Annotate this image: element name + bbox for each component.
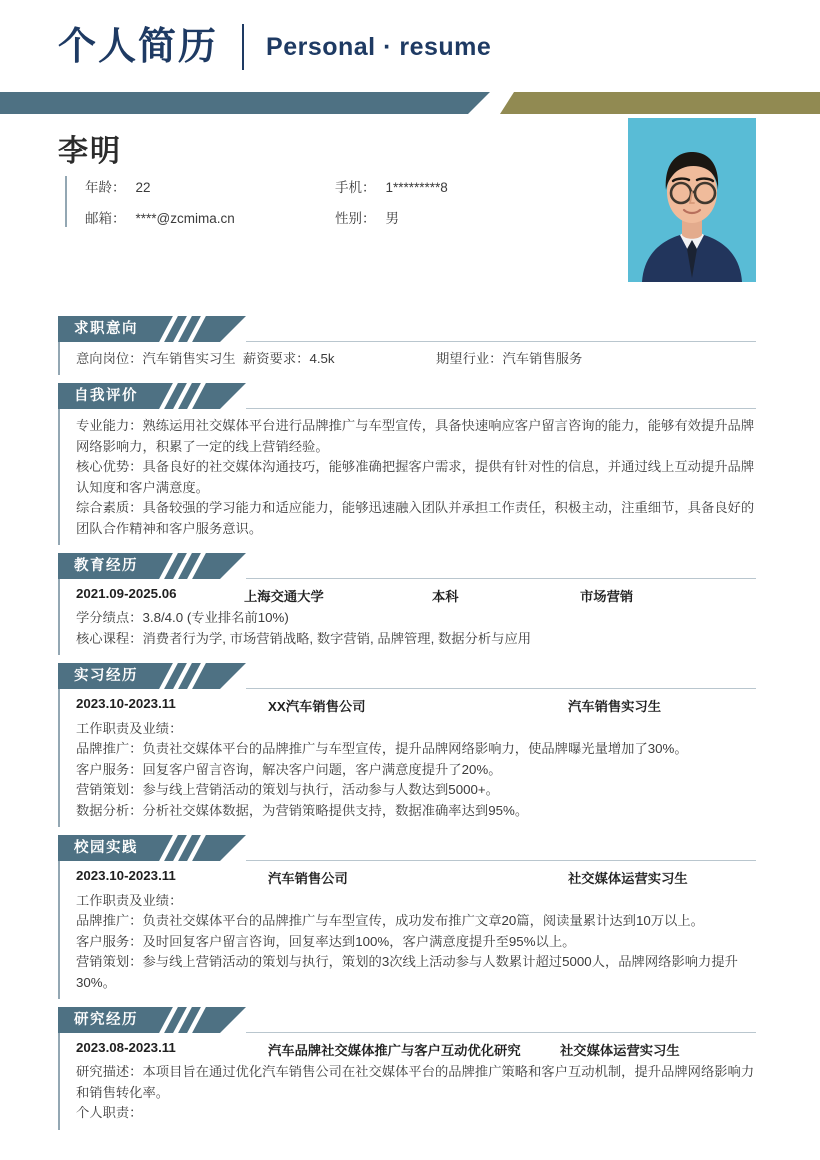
- research-project: 汽车品牌社交媒体推广与客户互动优化研究: [268, 1043, 521, 1058]
- campus-company: 汽车销售公司: [268, 871, 348, 886]
- internship-bullet: 营销策划：参与线上营销活动的策划与执行，活动参与人数达到5000+。: [76, 782, 499, 797]
- page-title-cn: 个人简历: [58, 26, 219, 68]
- internship-entry-header: [76, 696, 756, 718]
- section-body-campus-practice: [58, 861, 756, 999]
- contact-gender: [335, 207, 585, 227]
- section-campus-practice: [0, 835, 820, 999]
- internship-bullet: 客户服务：回复客户留言咨询，解决客户问题，客户满意度提升了20%。: [76, 761, 502, 777]
- contact-email-label: 邮箱：: [85, 211, 126, 226]
- internship-role: 汽车销售实习生: [568, 699, 662, 714]
- research-description-value: 本项目旨在通过优化汽车销售公司在社交媒体平台的品牌推广策略和客户互动机制，提升品牌网络影响力和销售转化率。: [76, 1064, 755, 1100]
- contact-info: [65, 176, 585, 227]
- industry-value: 汽车销售服务: [502, 351, 583, 366]
- industry-label: 期望行业：: [436, 351, 503, 366]
- contact-age-label: 年龄：: [85, 180, 126, 195]
- salary-value: 4.5k: [309, 351, 335, 366]
- contact-gender-label: 性别：: [335, 211, 376, 226]
- section-body-internship: [58, 689, 756, 827]
- internship-company: XX汽车销售公司: [268, 699, 366, 714]
- evaluation-paragraph: 专业能力：熟练运用社交媒体平台进行品牌推广与车型宣传，具备快速响应客户留言咨询的能力，能够有效提升品牌网络影响力，积累了一定的线上营销经验。: [76, 418, 755, 454]
- education-date: 2021.09-2025.06: [76, 586, 177, 601]
- banner-gold-bar: [500, 92, 820, 114]
- page-title-en: Personal · resume: [266, 32, 492, 61]
- salary-label: 薪资要求：: [242, 351, 310, 366]
- section-body-education: [58, 579, 756, 655]
- education-major: 市场营销: [580, 589, 634, 604]
- campus-bullet: 品牌推广：负责社交媒体平台的品牌推广与车型宣传，成功发布推广文章20篇，阅读量累计达到10万以上。: [76, 913, 704, 928]
- section-body-self-evaluation: [58, 409, 756, 545]
- contact-gender-value: 男: [385, 211, 399, 226]
- candidate-name: 李明: [58, 135, 122, 168]
- intent-industry: [436, 349, 756, 369]
- heading-label: 自我评价: [74, 388, 138, 404]
- contact-age-value: 22: [135, 180, 151, 195]
- campus-date: 2023.10-2023.11: [76, 868, 176, 883]
- intent-position: [76, 349, 436, 369]
- intent-position-value: 汽车销售实习生: [142, 351, 236, 366]
- section-job-intention: [0, 316, 820, 375]
- education-gpa: [76, 608, 756, 629]
- campus-entry-header: [76, 868, 756, 890]
- intent-position-label: 意向岗位：: [76, 351, 143, 366]
- internship-duties-label: 工作职责及业绩：: [76, 721, 183, 736]
- avatar: [628, 118, 756, 282]
- banner-blue-bar: [0, 92, 490, 114]
- contact-accent-rule: [65, 176, 67, 227]
- portrait-photo-icon: [628, 118, 756, 282]
- education-school: 上海交通大学: [244, 589, 324, 604]
- education-courses-label: 核心课程：: [76, 630, 143, 646]
- research-responsibility-label: 个人职责：: [76, 1105, 143, 1120]
- contact-phone: [335, 176, 585, 196]
- section-body-research: [58, 1033, 756, 1130]
- research-description-label: 研究描述：: [76, 1064, 143, 1079]
- campus-duties-label: 工作职责及业绩：: [76, 893, 183, 908]
- section-heading-education: [58, 553, 820, 579]
- evaluation-paragraph: 核心优势：具备良好的社交媒体沟通技巧，能够准确把握客户需求，提供有针对性的信息，并通过线上互动提升品牌认知度和客户满意度。: [76, 459, 755, 495]
- contact-age: [85, 176, 335, 196]
- identity-block: [0, 114, 820, 308]
- section-internship: [0, 663, 820, 827]
- heading-label: 求职意向: [74, 321, 138, 337]
- section-research: [0, 1007, 820, 1130]
- education-courses: [76, 629, 756, 650]
- education-gpa-label: 学分绩点：: [76, 610, 143, 625]
- section-heading-research: [58, 1007, 820, 1033]
- section-self-evaluation: [0, 383, 820, 545]
- campus-bullet: 营销策划：参与线上营销活动的策划与执行，策划的3次线上活动参与人数累计超过5000人，品牌网络影响力提升30%。: [76, 954, 738, 990]
- resume-header: [0, 0, 820, 88]
- education-courses-value: 消费者行为学, 市场营销战略, 数字营销, 品牌管理, 数据分析与应用: [142, 630, 532, 646]
- campus-role: 社交媒体运营实习生: [568, 871, 688, 886]
- research-date: 2023.08-2023.11: [76, 1040, 176, 1055]
- title-divider: [242, 24, 244, 70]
- evaluation-paragraph: 综合素质：具备较强的学习能力和适应能力，能够迅速融入团队并承担工作责任，积极主动，注重细节，具备良好的团队合作精神和客户服务意识。: [76, 500, 755, 536]
- research-entry-header: [76, 1040, 756, 1062]
- internship-date: 2023.10-2023.11: [76, 696, 176, 711]
- research-description: [76, 1062, 756, 1103]
- job-intention-row: [76, 349, 756, 369]
- header-banner: [0, 92, 820, 114]
- education-entry-header: [76, 586, 756, 608]
- section-heading-job-intention: [58, 316, 820, 342]
- section-heading-internship: [58, 663, 820, 689]
- contact-email-value: ****@zcmima.cn: [135, 211, 235, 226]
- contact-phone-label: 手机：: [335, 180, 376, 195]
- heading-label: 研究经历: [74, 1012, 138, 1028]
- section-heading-campus-practice: [58, 835, 820, 861]
- section-body-job-intention: [58, 342, 756, 375]
- contact-phone-value: 1*********8: [385, 180, 448, 195]
- campus-bullet: 客户服务：及时回复客户留言咨询，回复率达到100%，客户满意度提升至95%以上。: [76, 933, 576, 949]
- heading-label: 实习经历: [74, 668, 138, 684]
- contact-email: [85, 207, 335, 227]
- education-degree: 本科: [432, 589, 459, 604]
- internship-bullet: 数据分析：分析社交媒体数据，为营销策略提供支持，数据准确率达到95%。: [76, 802, 529, 818]
- internship-bullet: 品牌推广：负责社交媒体平台的品牌推广与车型宣传，提升品牌网络影响力，使品牌曝光量增加了30%。: [76, 741, 688, 756]
- education-gpa-value: 3.8/4.0 (专业排名前10%): [142, 610, 289, 625]
- section-heading-self-evaluation: [58, 383, 820, 409]
- research-role: 社交媒体运营实习生: [560, 1043, 680, 1058]
- heading-label: 教育经历: [74, 558, 138, 574]
- section-education: [0, 553, 820, 655]
- heading-label: 校园实践: [74, 840, 138, 856]
